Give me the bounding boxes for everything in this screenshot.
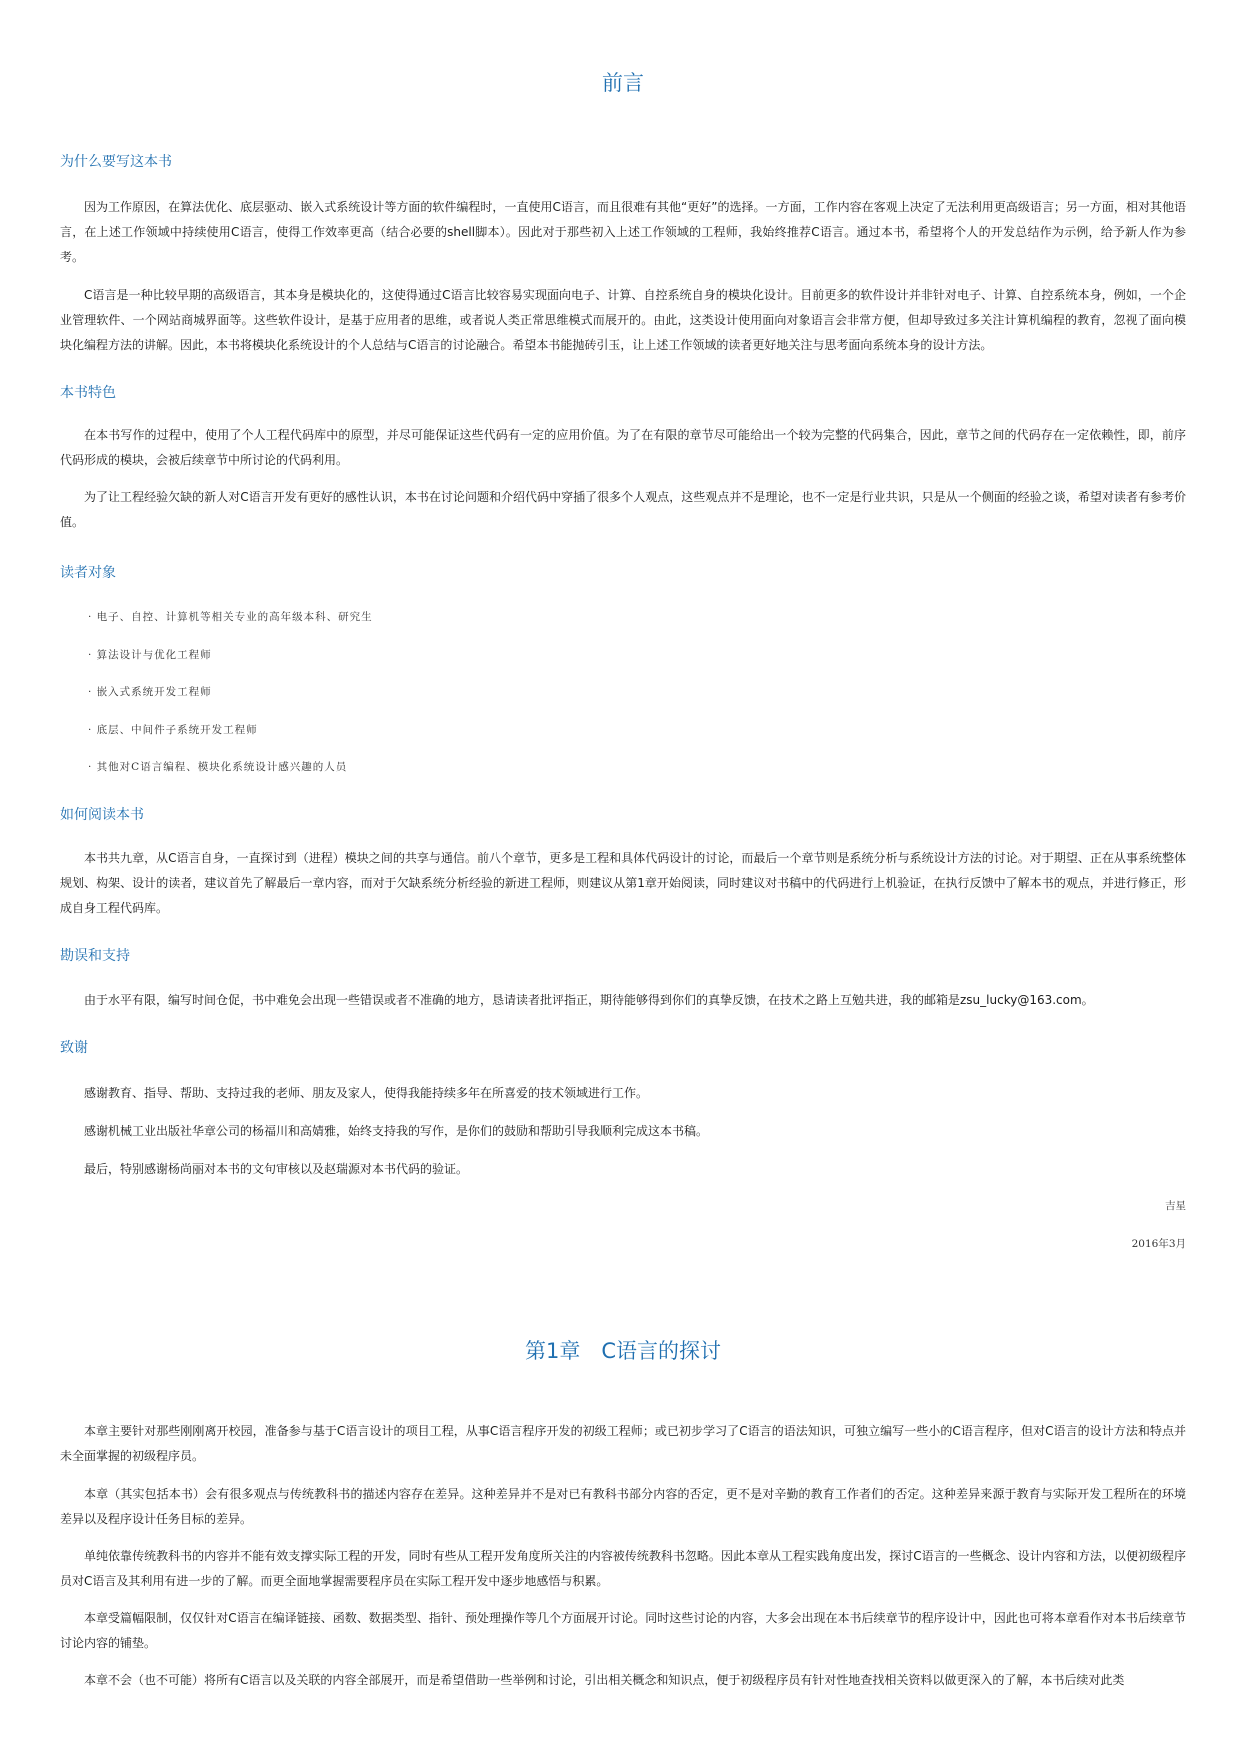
section-heading-errata: 勘误和支持 — [60, 948, 130, 964]
paragraph: 本章主要针对那些刚刚离开校园，准备参与基于C语言设计的项目工程，从事C语言程序开发的初级工程师；或已初步学习了C语言的语法知识，可独立编写一些小的C语言程序，但对C语言的设计方法和特点并未全面掌握的初级程序员。 — [60, 1424, 1186, 1463]
paragraph: 在本书写作的过程中，使用了个人工程代码库中的原型，并尽可能保证这些代码有一定的应用价值。为了在有限的章节尽可能给出一个较为完整的代码集合，因此，章节之间的代码存在一定依赖性，即，前序代码形成的模块，会被后续章节中所讨论的代码利用。 — [60, 428, 1186, 467]
section-heading-audience: 读者对象 — [60, 565, 116, 581]
paragraph: C语言是一种比较早期的高级语言，其本身是模块化的，这使得通过C语言比较容易实现面向电子、计算、自控系统自身的模块化设计。目前更多的软件设计并非针对电子、计算、自控系统本身，例如，一个企业管理软件、一个网站商城界面等。这些软件设计，是基于应用者的思维，或者说人类正常思维模式而展开的。由此，这类设计使用面向对象语言会非常方便，但却导致过多关注计算机编程的教育，忽视了面向模块化编程方法的讲解。因此，本书将模块化系统设计的个人总结与C语言的讨论融合。希望本书能抛砖引玉，让上述工作领域的读者更好地关注与思考面向系统本身的设计方法。 — [60, 288, 1186, 352]
paragraph: 本章（其实包括本书）会有很多观点与传统教科书的描述内容存在差异。这种差异并不是对已有教科书部分内容的否定，更不是对辛勤的教育工作者们的否定。这种差异来源于教育与实际开发工程所在的环境差异以及程序设计任务目标的差异。 — [60, 1487, 1186, 1526]
paragraph: 单纯依靠传统教科书的内容并不能有效支撑实际工程的开发，同时有些从工程开发角度所关注的内容被传统教科书忽略。因此本章从工程实践角度出发，探讨C语言的一些概念、设计内容和方法，以便初级程序员对C语言及其利用有进一步的了解。而更全面地掌握需要程序员在实际工程开发中逐步地感悟与积累。 — [60, 1549, 1186, 1588]
paragraph: 最后，特别感谢杨尚丽对本书的文句审核以及赵瑞源对本书代码的验证。 — [84, 1162, 469, 1176]
section-heading-why: 为什么要写这本书 — [60, 154, 172, 170]
section-heading-thanks: 致谢 — [60, 1040, 88, 1056]
list-item: · 嵌入式系统开发工程师 — [88, 686, 212, 698]
list-item: · 算法设计与优化工程师 — [88, 649, 212, 661]
section-heading-features: 本书特色 — [60, 385, 116, 401]
paragraph: 感谢机械工业出版社华章公司的杨福川和高婧雅，始终支持我的写作，是你们的鼓励和帮助引导我顺利完成这本书稿。 — [84, 1124, 709, 1138]
paragraph: 由于水平有限，编写时间仓促，书中难免会出现一些错误或者不准确的地方，恳请读者批评指正，期待能够得到你们的真挚反馈，在技术之路上互勉共进，我的邮箱是zsu_lucky@163.com。 — [84, 993, 1094, 1007]
section-heading-how-to-read: 如何阅读本书 — [60, 807, 144, 823]
list-item: · 其他对C语言编程、模块化系统设计感兴趣的人员 — [88, 761, 348, 773]
paragraph: 因为工作原因，在算法优化、底层驱动、嵌入式系统设计等方面的软件编程时，一直使用C语言，而且很难有其他“更好”的选择。一方面，工作内容在客观上决定了无法利用更高级语言；另一方面，相对其他语言，在上述工作领域中持续使用C语言，使得工作效率更高（结合必要的shell脚本）。因此对于那些初入上述工作领域的工程师，我始终推荐C语言。通过本书，希望将个人的开发总结作为示例，给予新人作为参考。 — [60, 200, 1186, 264]
paragraph: 本书共九章，从C语言自身，一直探讨到（进程）模块之间的共享与通信。前八个章节，更多是工程和具体代码设计的讨论，而最后一个章节则是系统分析与系统设计方法的讨论。对于期望、正在从事系统整体规划、构架、设计的读者，建议首先了解最后一章内容，而对于欠缺系统分析经验的新进工程师，则建议从第1章开始阅读，同时建议对书稿中的代码进行上机验证，在执行反馈中了解本书的观点，并进行修正，形成自身工程代码库。 — [60, 851, 1186, 915]
paragraph: 本章受篇幅限制，仅仅针对C语言在编译链接、函数、数据类型、指针、预处理操作等几个方面展开讨论。同时这些讨论的内容，大多会出现在本书后续章节的程序设计中，因此也可将本章看作对本书后续章节讨论内容的铺垫。 — [60, 1611, 1186, 1650]
chapter-title: 第1章 C语言的探讨 — [524, 1339, 722, 1363]
paragraph: 感谢教育、指导、帮助、支持过我的老师、朋友及家人，使得我能持续多年在所喜爱的技术领域进行工作。 — [84, 1086, 649, 1100]
paragraph: 本章不会（也不可能）将所有C语言以及关联的内容全部展开，而是希望借助一些举例和讨论，引出相关概念和知识点，便于初级程序员有针对性地查找相关资料以做更深入的了解，本书后续对此类 — [84, 1673, 1125, 1687]
author-signature: 吉星 — [1165, 1200, 1186, 1212]
list-item: · 底层、中间件子系统开发工程师 — [88, 724, 258, 736]
paragraph: 为了让工程经验欠缺的新人对C语言开发有更好的感性认识，本书在讨论问题和介绍代码中穿插了很多个人观点，这些观点并不是理论，也不一定是行业共识，只是从一个侧面的经验之谈，希望对读者有参考价值。 — [60, 490, 1186, 529]
list-item: · 电子、自控、计算机等相关专业的高年级本科、研究生 — [88, 611, 373, 623]
preface-date: 2016年3月 — [1131, 1238, 1186, 1250]
preface-title: 前言 — [602, 71, 644, 95]
